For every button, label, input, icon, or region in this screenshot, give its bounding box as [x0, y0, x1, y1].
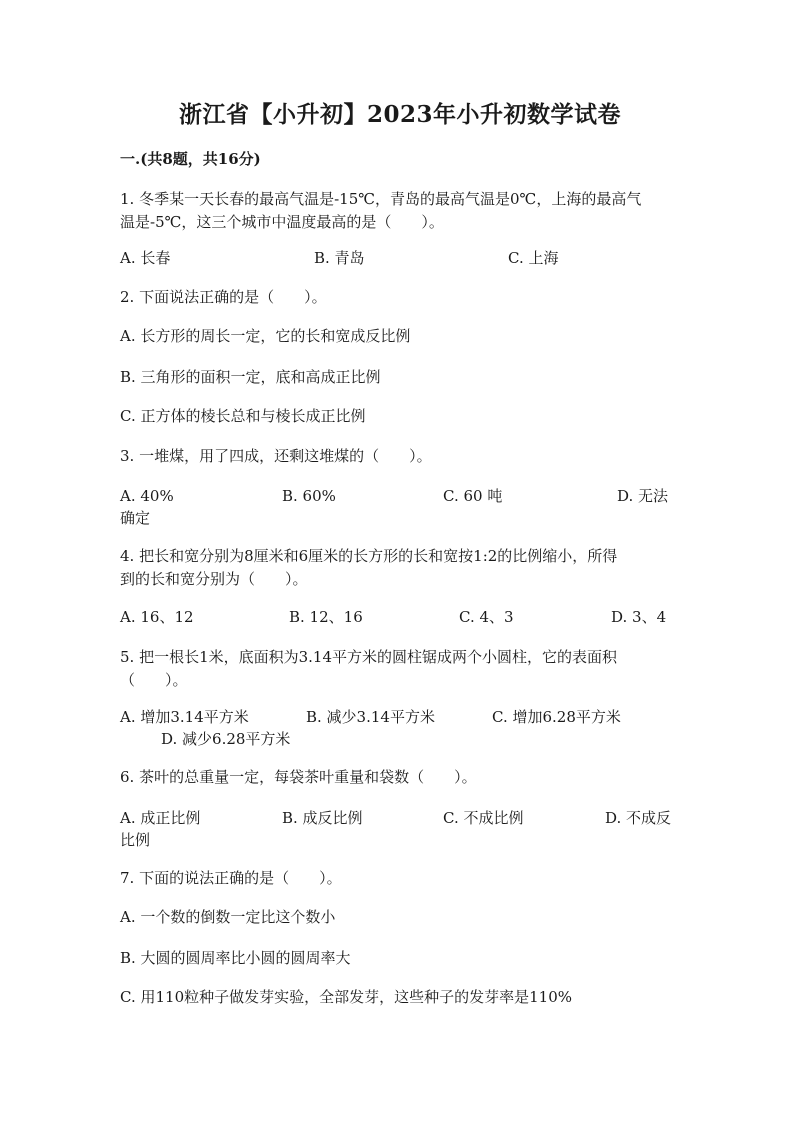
section-heading: 一.(共8题，共16分) — [120, 150, 261, 168]
question-5-option-a: A. 增加3.14平方米 — [120, 708, 249, 726]
question-3-option-c: C. 60 吨 — [443, 487, 503, 505]
question-2-option-c: C. 正方体的棱长总和与棱长成正比例 — [120, 407, 366, 425]
question-1-option-b: B. 青岛 — [314, 249, 365, 267]
question-6-option-d: D. 不成反 — [605, 809, 672, 827]
question-7-stem-line-1: 7. 下面的说法正确的是（ ）。 — [120, 869, 342, 887]
question-7-option-c: C. 用110粒种子做发芽实验，全部发芽，这些种子的发芽率是110% — [120, 988, 572, 1006]
question-4-stem-line-2: 到的长和宽分别为（ ）。 — [120, 570, 308, 588]
question-7-option-a: A. 一个数的倒数一定比这个数小 — [120, 908, 336, 926]
question-6-stem-line-1: 6. 茶叶的总重量一定，每袋茶叶重量和袋数（ ）。 — [120, 768, 477, 786]
question-6-option-d-wrap: 比例 — [120, 831, 151, 849]
question-5-stem-line-2: （ ）。 — [120, 671, 188, 689]
question-4-option-d: D. 3、4 — [611, 608, 667, 626]
question-6-option-b: B. 成反比例 — [282, 809, 363, 827]
question-2-option-a: A. 长方形的周长一定，它的长和宽成反比例 — [120, 327, 411, 345]
question-3-option-a: A. 40% — [120, 487, 174, 505]
question-3-option-b: B. 60% — [282, 487, 336, 505]
question-5-option-c: C. 增加6.28平方米 — [492, 708, 621, 726]
question-4-option-b: B. 12、16 — [289, 608, 363, 626]
question-1-option-a: A. 长春 — [120, 249, 171, 267]
question-6-option-c: C. 不成比例 — [443, 809, 524, 827]
question-5-option-b: B. 减少3.14平方米 — [306, 708, 435, 726]
question-3-stem-line-1: 3. 一堆煤，用了四成，还剩这堆煤的（ ）。 — [120, 447, 432, 465]
question-2-option-b: B. 三角形的面积一定，底和高成正比例 — [120, 368, 381, 386]
question-1-stem-line-1: 1. 冬季某一天长春的最高气温是-15℃，青岛的最高气温是0℃，上海的最高气 — [120, 190, 642, 208]
question-4-option-c: C. 4、3 — [459, 608, 514, 626]
question-3-option-d-wrap: 确定 — [120, 509, 151, 527]
question-1-option-c: C. 上海 — [508, 249, 559, 267]
question-2-stem-line-1: 2. 下面说法正确的是（ ）。 — [120, 288, 327, 306]
question-7-option-b: B. 大圆的圆周率比小圆的圆周率大 — [120, 949, 351, 967]
question-6-option-a: A. 成正比例 — [120, 809, 201, 827]
question-1-stem-line-2: 温是-5℃，这三个城市中温度最高的是（ ）。 — [120, 213, 444, 231]
question-3-option-d: D. 无法 — [617, 487, 669, 505]
question-5-stem-line-1: 5. 把一根长1米，底面积为3.14平方米的圆柱锯成两个小圆柱，它的表面积 — [120, 648, 618, 666]
question-4-option-a: A. 16、12 — [120, 608, 194, 626]
question-5-option-d: D. 减少6.28平方米 — [161, 730, 291, 748]
page-title: 浙江省【小升初】2023年小升初数学试卷 — [178, 101, 621, 128]
question-4-stem-line-1: 4. 把长和宽分别为8厘米和6厘米的长方形的长和宽按1:2的比例缩小，所得 — [120, 547, 618, 565]
